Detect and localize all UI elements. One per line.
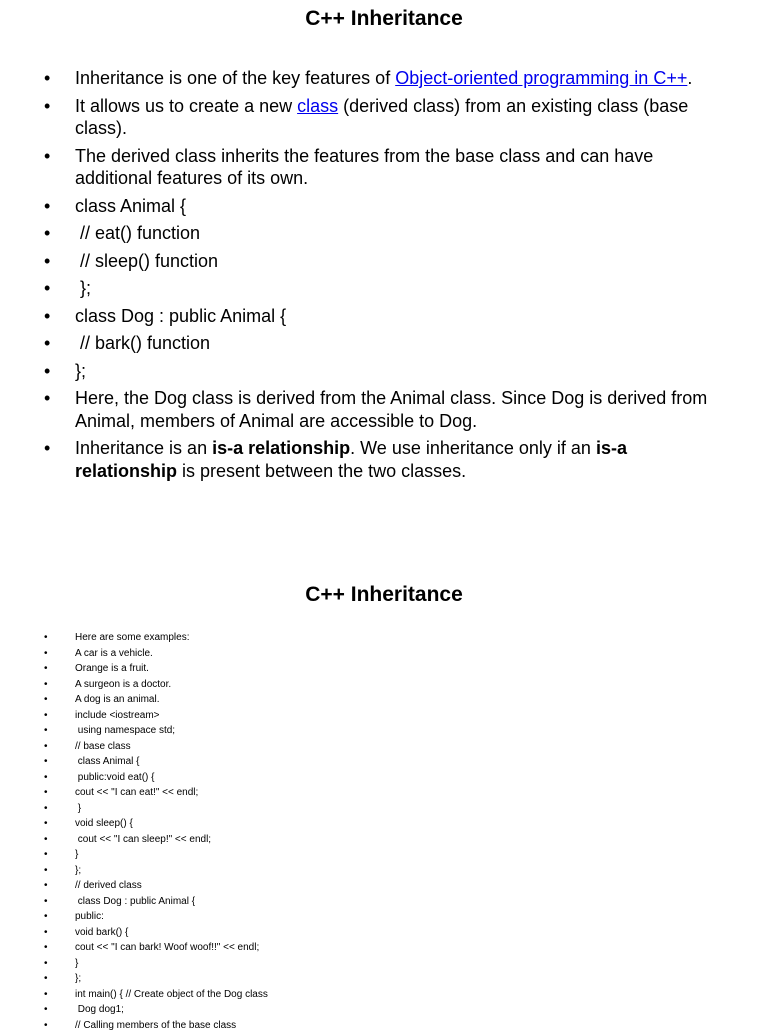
- oop-cpp-link[interactable]: Object-oriented programming in C++: [395, 68, 687, 88]
- list-item: • Orange is a fruit.: [75, 661, 725, 677]
- list-item: • cout << "I can bark! Woof woof!!" << endl;: [75, 940, 725, 956]
- list-item: • int main() { // Create object of the Dog class: [75, 987, 725, 1003]
- bullet-item: • };: [75, 277, 725, 300]
- list-item: • void bark() {: [75, 925, 725, 941]
- bullet-item: • // sleep() function: [75, 250, 725, 273]
- list-item: • // Calling members of the base class: [75, 1018, 725, 1033]
- class-link[interactable]: class: [297, 96, 338, 116]
- list-item: • };: [75, 863, 725, 879]
- list-item: • public:void eat() {: [75, 770, 725, 786]
- list-item: • A surgeon is a doctor.: [75, 677, 725, 693]
- list-item: • // derived class: [75, 878, 725, 894]
- list-item: • class Animal {: [75, 754, 725, 770]
- list-item: • void sleep() {: [75, 816, 725, 832]
- bullet-item: • The derived class inherits the features from the base class and can have additional features of its own.: [75, 145, 725, 190]
- list-item: • cout << "I can sleep!" << endl;: [75, 832, 725, 848]
- list-item: • // base class: [75, 739, 725, 755]
- code-bullet-list: [75, 630, 725, 1033]
- bullet-item: • class Dog : public Animal {: [75, 305, 725, 328]
- list-item: • class Dog : public Animal {: [75, 894, 725, 910]
- list-item: • cout << "I can eat!" << endl;: [75, 785, 725, 801]
- list-item: • A dog is an animal.: [75, 692, 725, 708]
- slide-title: C++ Inheritance: [0, 6, 768, 32]
- bullet-item: • Inheritance is an is-a relationship. We use inheritance only if an is-a relationship is present between the two classes.: [75, 437, 725, 482]
- list-item: • };: [75, 971, 725, 987]
- list-item: • public:: [75, 909, 725, 925]
- bullet-item: • Inheritance is one of the key features of Object-oriented programming in C++.: [75, 67, 725, 90]
- bullet-item: • };: [75, 360, 725, 383]
- list-item: • }: [75, 956, 725, 972]
- list-item: • using namespace std;: [75, 723, 725, 739]
- bullet-item: • class Animal {: [75, 195, 725, 218]
- list-item: • A car is a vehicle.: [75, 646, 725, 662]
- list-item: • include <iostream>: [75, 708, 725, 724]
- slide-2: [0, 576, 768, 1024]
- slide-title: C++ Inheritance: [0, 582, 768, 608]
- bullet-item: • // bark() function: [75, 332, 725, 355]
- bullet-item: • Here, the Dog class is derived from the Animal class. Since Dog is derived from Animal, members of Animal are accessible to Dog.: [75, 387, 725, 432]
- list-item: • Here are some examples:: [75, 630, 725, 646]
- list-item: • Dog dog1;: [75, 1002, 725, 1018]
- list-item: • }: [75, 847, 725, 863]
- bullet-item: • It allows us to create a new class (derived class) from an existing class (base class).: [75, 95, 725, 140]
- bullet-list: [75, 67, 725, 487]
- list-item: • }: [75, 801, 725, 817]
- bullet-item: • // eat() function: [75, 222, 725, 245]
